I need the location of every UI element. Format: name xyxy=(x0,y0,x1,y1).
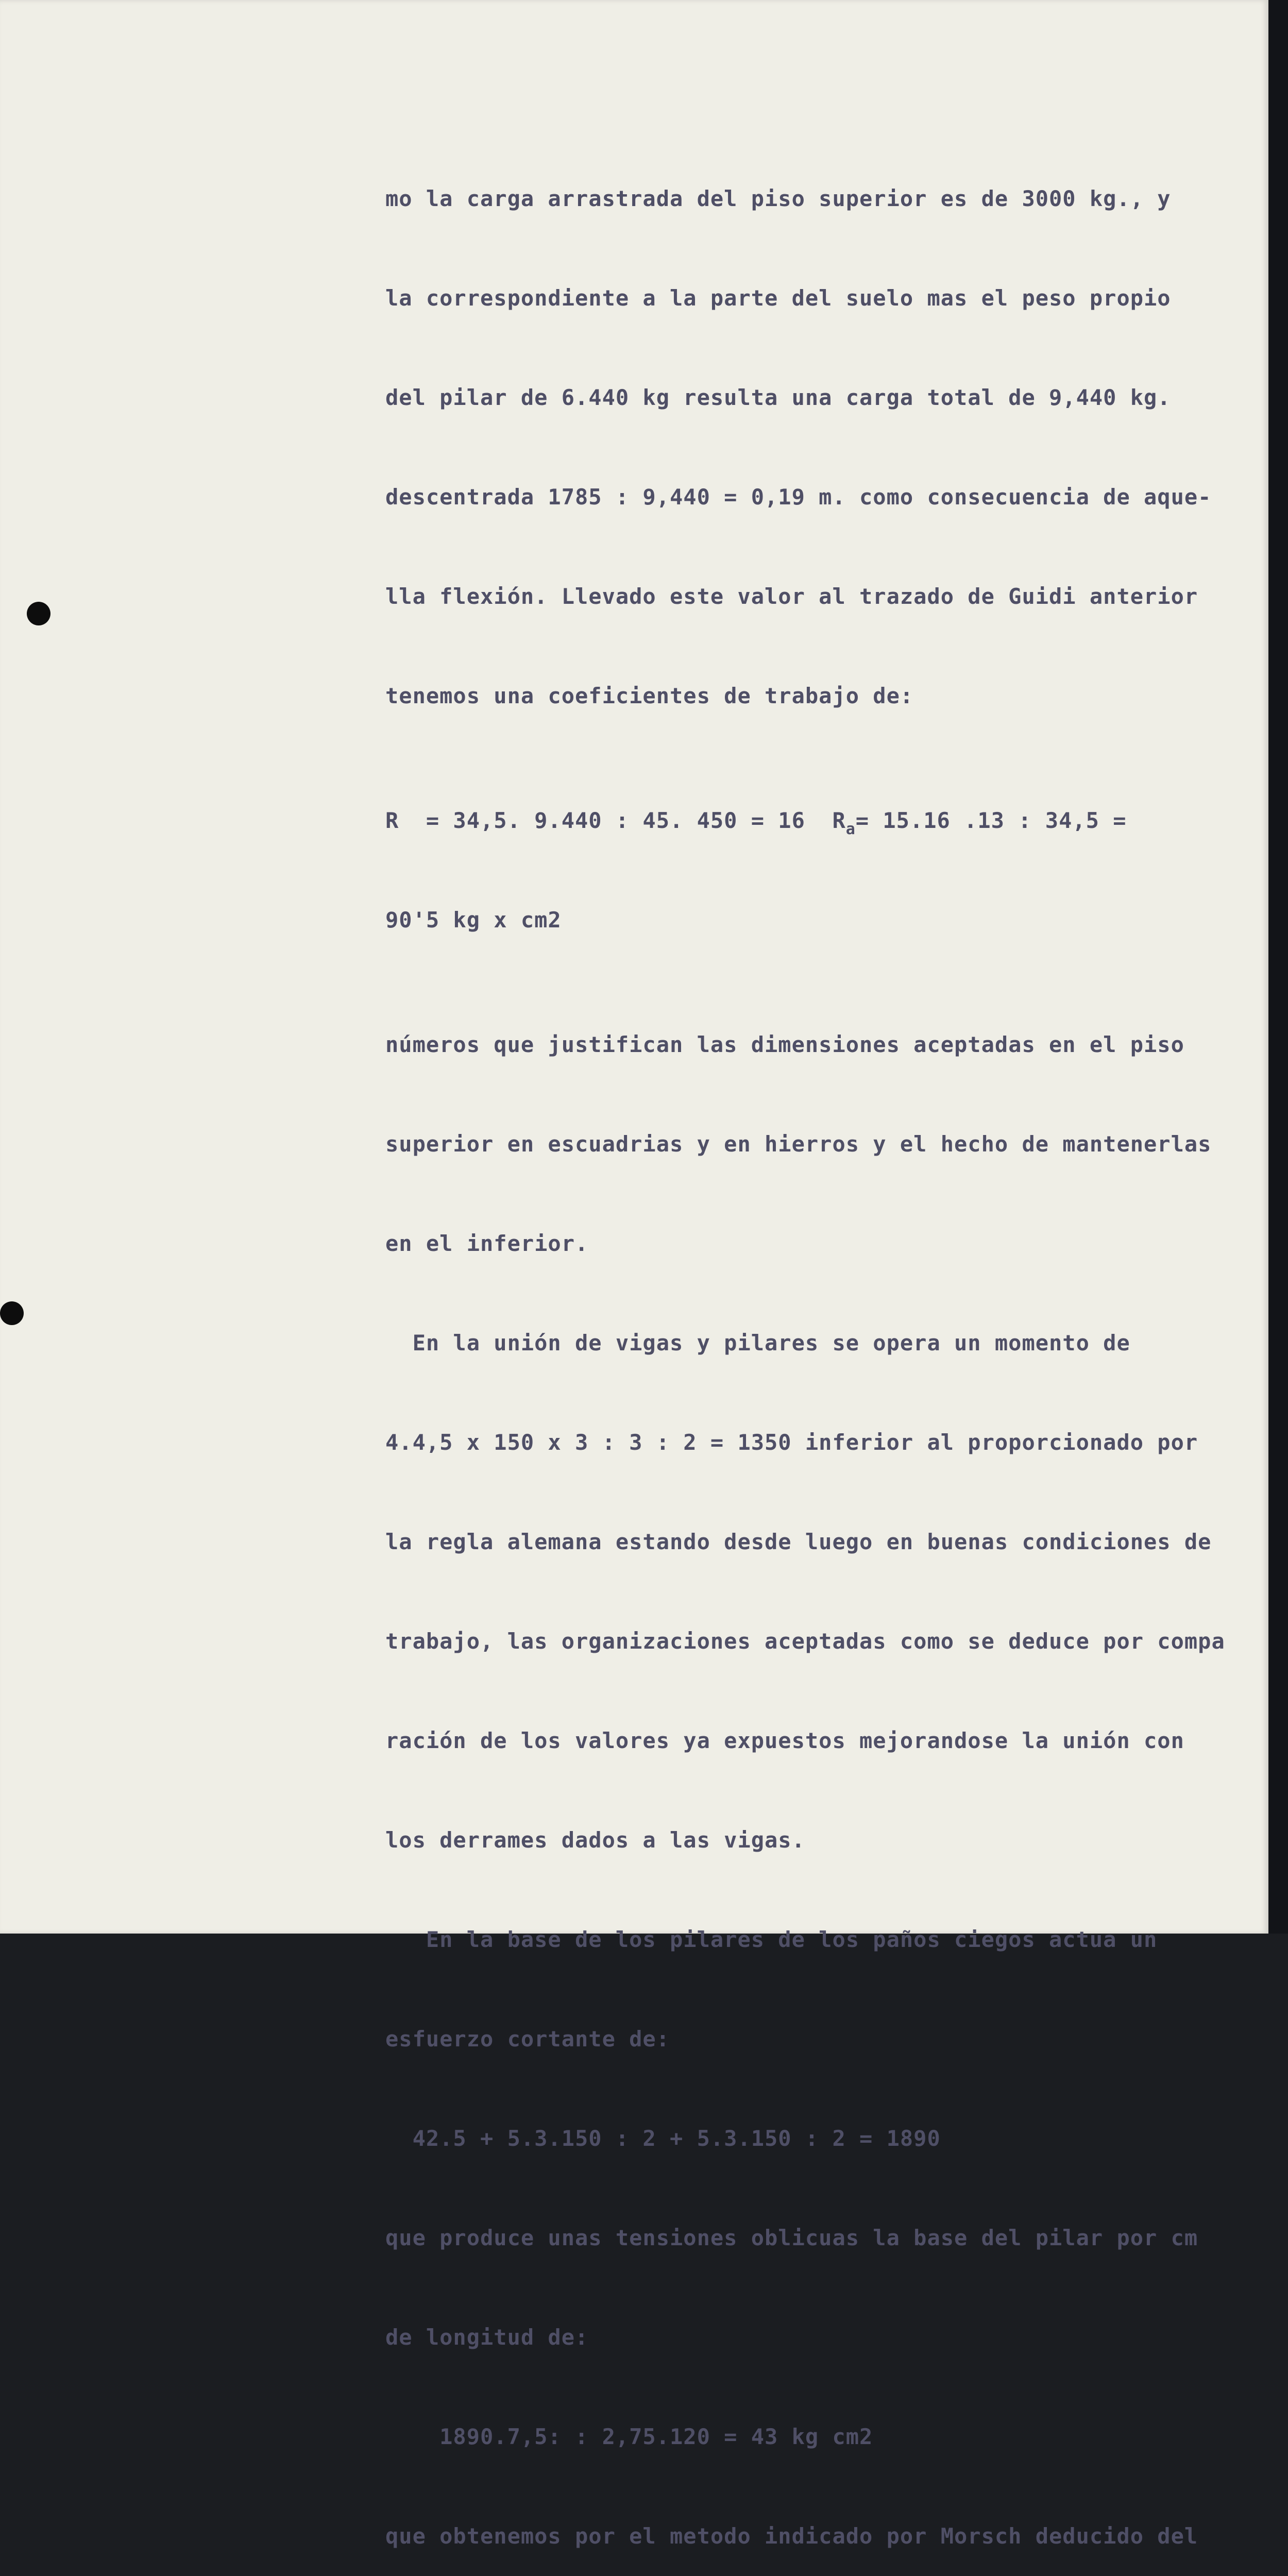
background-edge xyxy=(1268,0,1288,1934)
text-line: números que justifican las dimensiones aceptadas en el piso xyxy=(385,1032,1184,1057)
text-line: en el inferior. xyxy=(385,1231,589,1256)
text-line: de longitud de: xyxy=(385,2325,589,2350)
punch-hole-top xyxy=(27,602,50,625)
formula-r-left: R = 34,5. 9.440 : 45. 450 = 16 R xyxy=(385,808,846,833)
text-line: que produce unas tensiones oblicuas la base del pilar por cm xyxy=(385,2225,1198,2250)
text-line: mo la carga arrastrada del piso superior es de 3000 kg., y xyxy=(385,186,1171,211)
formula-r-result: 90'5 kg x cm2 xyxy=(385,907,562,933)
text-line: esfuerzo cortante de: xyxy=(385,2026,670,2052)
formula-line: 42.5 + 5.3.150 : 2 + 5.3.150 : 2 = 1890 xyxy=(385,2126,941,2151)
text-line: lla flexión. Llevado este valor al trazado de Guidi anterior xyxy=(385,584,1198,609)
formula-r-subscript: a xyxy=(845,820,856,838)
text-line: descentrada 1785 : 9,440 = 0,19 m. como consecuencia de aque- xyxy=(385,484,1212,510)
text-line: superior en escuadrias y en hierros y el hecho de mantenerlas xyxy=(385,1131,1212,1157)
text-line: que obtenemos por el metodo indicado por Morsch deducido del xyxy=(385,2523,1198,2549)
formula-line: 1890.7,5: : 2,75.120 = 43 kg cm2 xyxy=(385,2424,873,2449)
text-line: del pilar de 6.440 kg resulta una carga total de 9,440 kg. xyxy=(385,385,1171,410)
text-line: tenemos una coeficientes de trabajo de: xyxy=(385,683,914,708)
text-line: trabajo, las organizaciones aceptadas como se deduce por compa xyxy=(385,1629,1225,1654)
text-line: En la base de los pilares de los paños ciegos actua un xyxy=(385,1927,1158,1952)
text-line: ración de los valores ya expuestos mejorandose la unión con xyxy=(385,1728,1184,1753)
formula-r-right: = 15.16 .13 : 34,5 = xyxy=(855,808,1127,833)
text-line: los derrames dados a las vigas. xyxy=(385,1827,805,1853)
text-line: En la unión de vigas y pilares se opera un momento de xyxy=(385,1330,1130,1355)
typed-text-block xyxy=(385,124,1272,2576)
text-line: la correspondiente a la parte del suelo mas el peso propio xyxy=(385,285,1171,311)
punch-hole-bottom xyxy=(0,1301,24,1325)
text-line: 4.4,5 x 150 x 3 : 3 : 2 = 1350 inferior al proporcionado por xyxy=(385,1430,1198,1455)
formula-r-line xyxy=(385,796,1272,845)
text-line: la regla alemana estando desde luego en buenas condiciones de xyxy=(385,1529,1212,1554)
